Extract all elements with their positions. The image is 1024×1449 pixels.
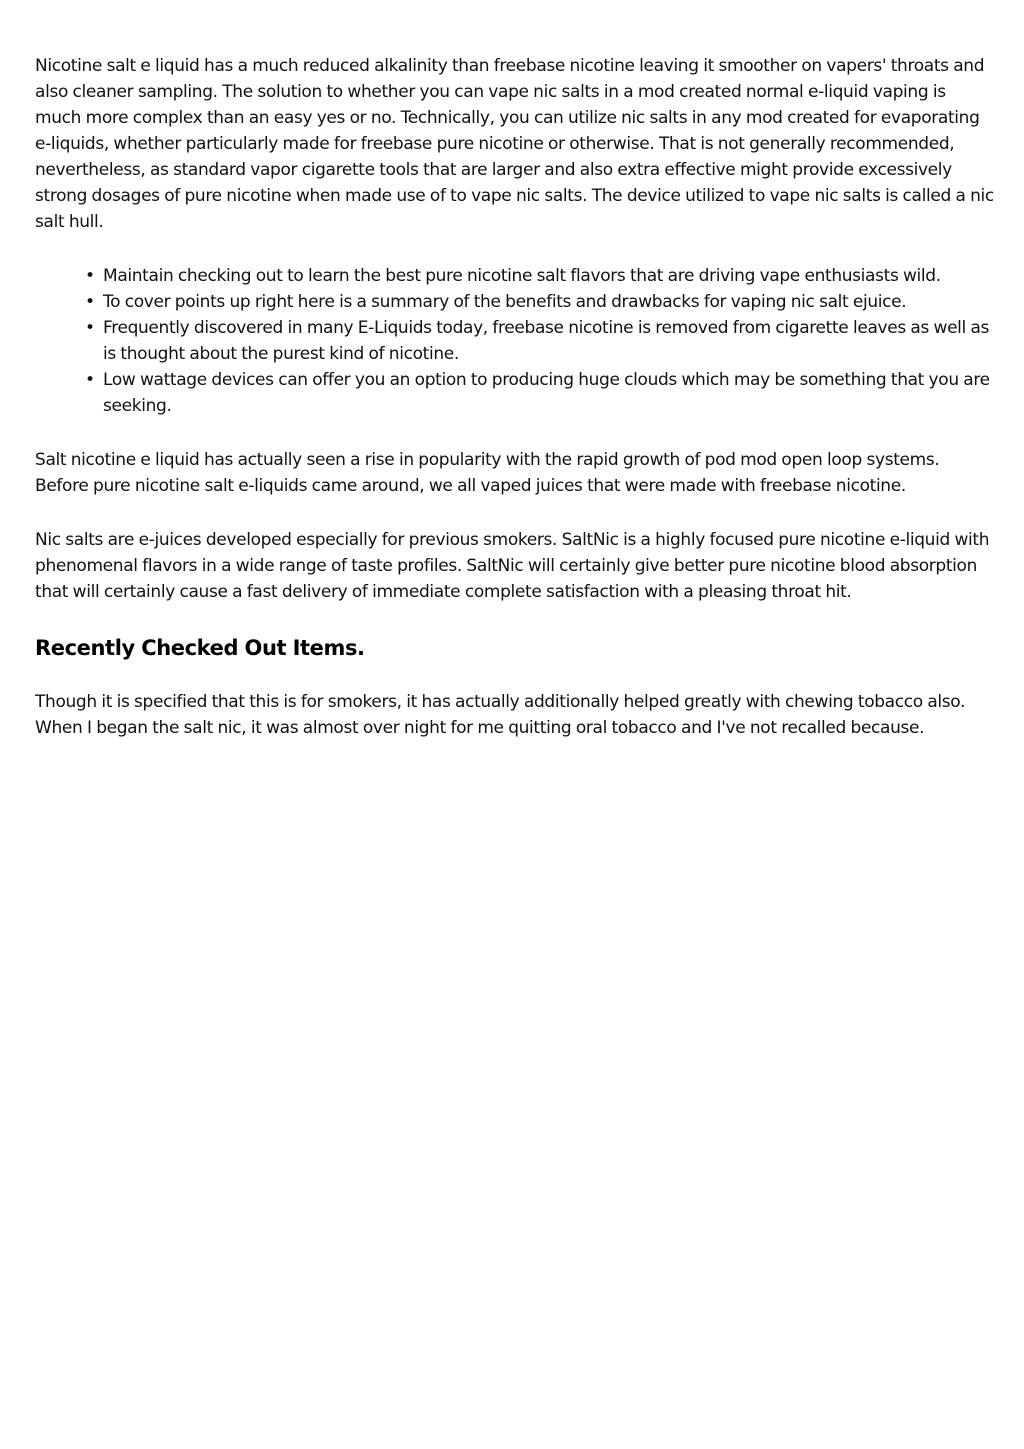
list-item-text: Low wattage devices can offer you an option to producing huge clouds which may be something that you are seeking. [103, 370, 990, 416]
list-item-text: Maintain checking out to learn the best pure nicotine salt flavors that are driving vape enthusiasts wild. [103, 266, 941, 286]
bullet-icon: • [85, 292, 95, 312]
bullet-list [35, 263, 995, 419]
list-item [85, 315, 995, 367]
list-item [85, 263, 995, 289]
bullet-icon: • [85, 370, 95, 390]
list-item-text: To cover points up right here is a summary of the benefits and drawbacks for vaping nic salt ejuice. [103, 292, 907, 312]
list-item [85, 367, 995, 419]
paragraph-salt-nicotine-popularity: Salt nicotine e liquid has actually seen a rise in popularity with the rapid growth of pod mod open loop systems. Before pure nicotine salt e-liquids came around, we all vaped juices that were made with freebase nicotine. [35, 450, 940, 496]
list-item-text: Frequently discovered in many E-Liquids today, freebase nicotine is removed from cigarette leaves as well as is thought about the purest kind of nicotine. [103, 318, 990, 364]
section-heading: Recently Checked Out Items. [35, 636, 365, 660]
paragraph-nic-salts-saltnic: Nic salts are e-juices developed especially for previous smokers. SaltNic is a highly focused pure nicotine e-liquid with phenomenal flavors in a wide range of taste profiles. SaltNic will certainly give better pure nicotine blood absorption that will certainly cause a fast delivery of immediate complete satisfaction with a pleasing throat hit. [35, 530, 990, 602]
document-page [35, 53, 995, 769]
list-item [85, 289, 995, 315]
bullet-icon: • [85, 318, 95, 338]
bullet-icon: • [85, 266, 95, 286]
paragraph-chewing-tobacco: Though it is specified that this is for smokers, it has actually additionally helped greatly with chewing tobacco also. When I began the salt nic, it was almost over night for me quitting oral tobacco and I've not recalled because. [35, 692, 966, 738]
paragraph-nicotine-salt-intro: Nicotine salt e liquid has a much reduced alkalinity than freebase nicotine leaving it smoother on vapers' throats and also cleaner sampling. The solution to whether you can vape nic salts in a mod created normal e-liquid vaping is much more complex than an easy yes or no. Technically, you can utilize nic salts in any mod created for evaporating e-liquids, whether particularly made for freebase pure nicotine or otherwise. That is not generally recommended, nevertheless, as standard vapor cigarette tools that are larger and also extra effective might provide excessively strong dosages of pure nicotine when made use of to vape nic salts. The device utilized to vape nic salts is called a nic salt hull. [35, 56, 994, 232]
